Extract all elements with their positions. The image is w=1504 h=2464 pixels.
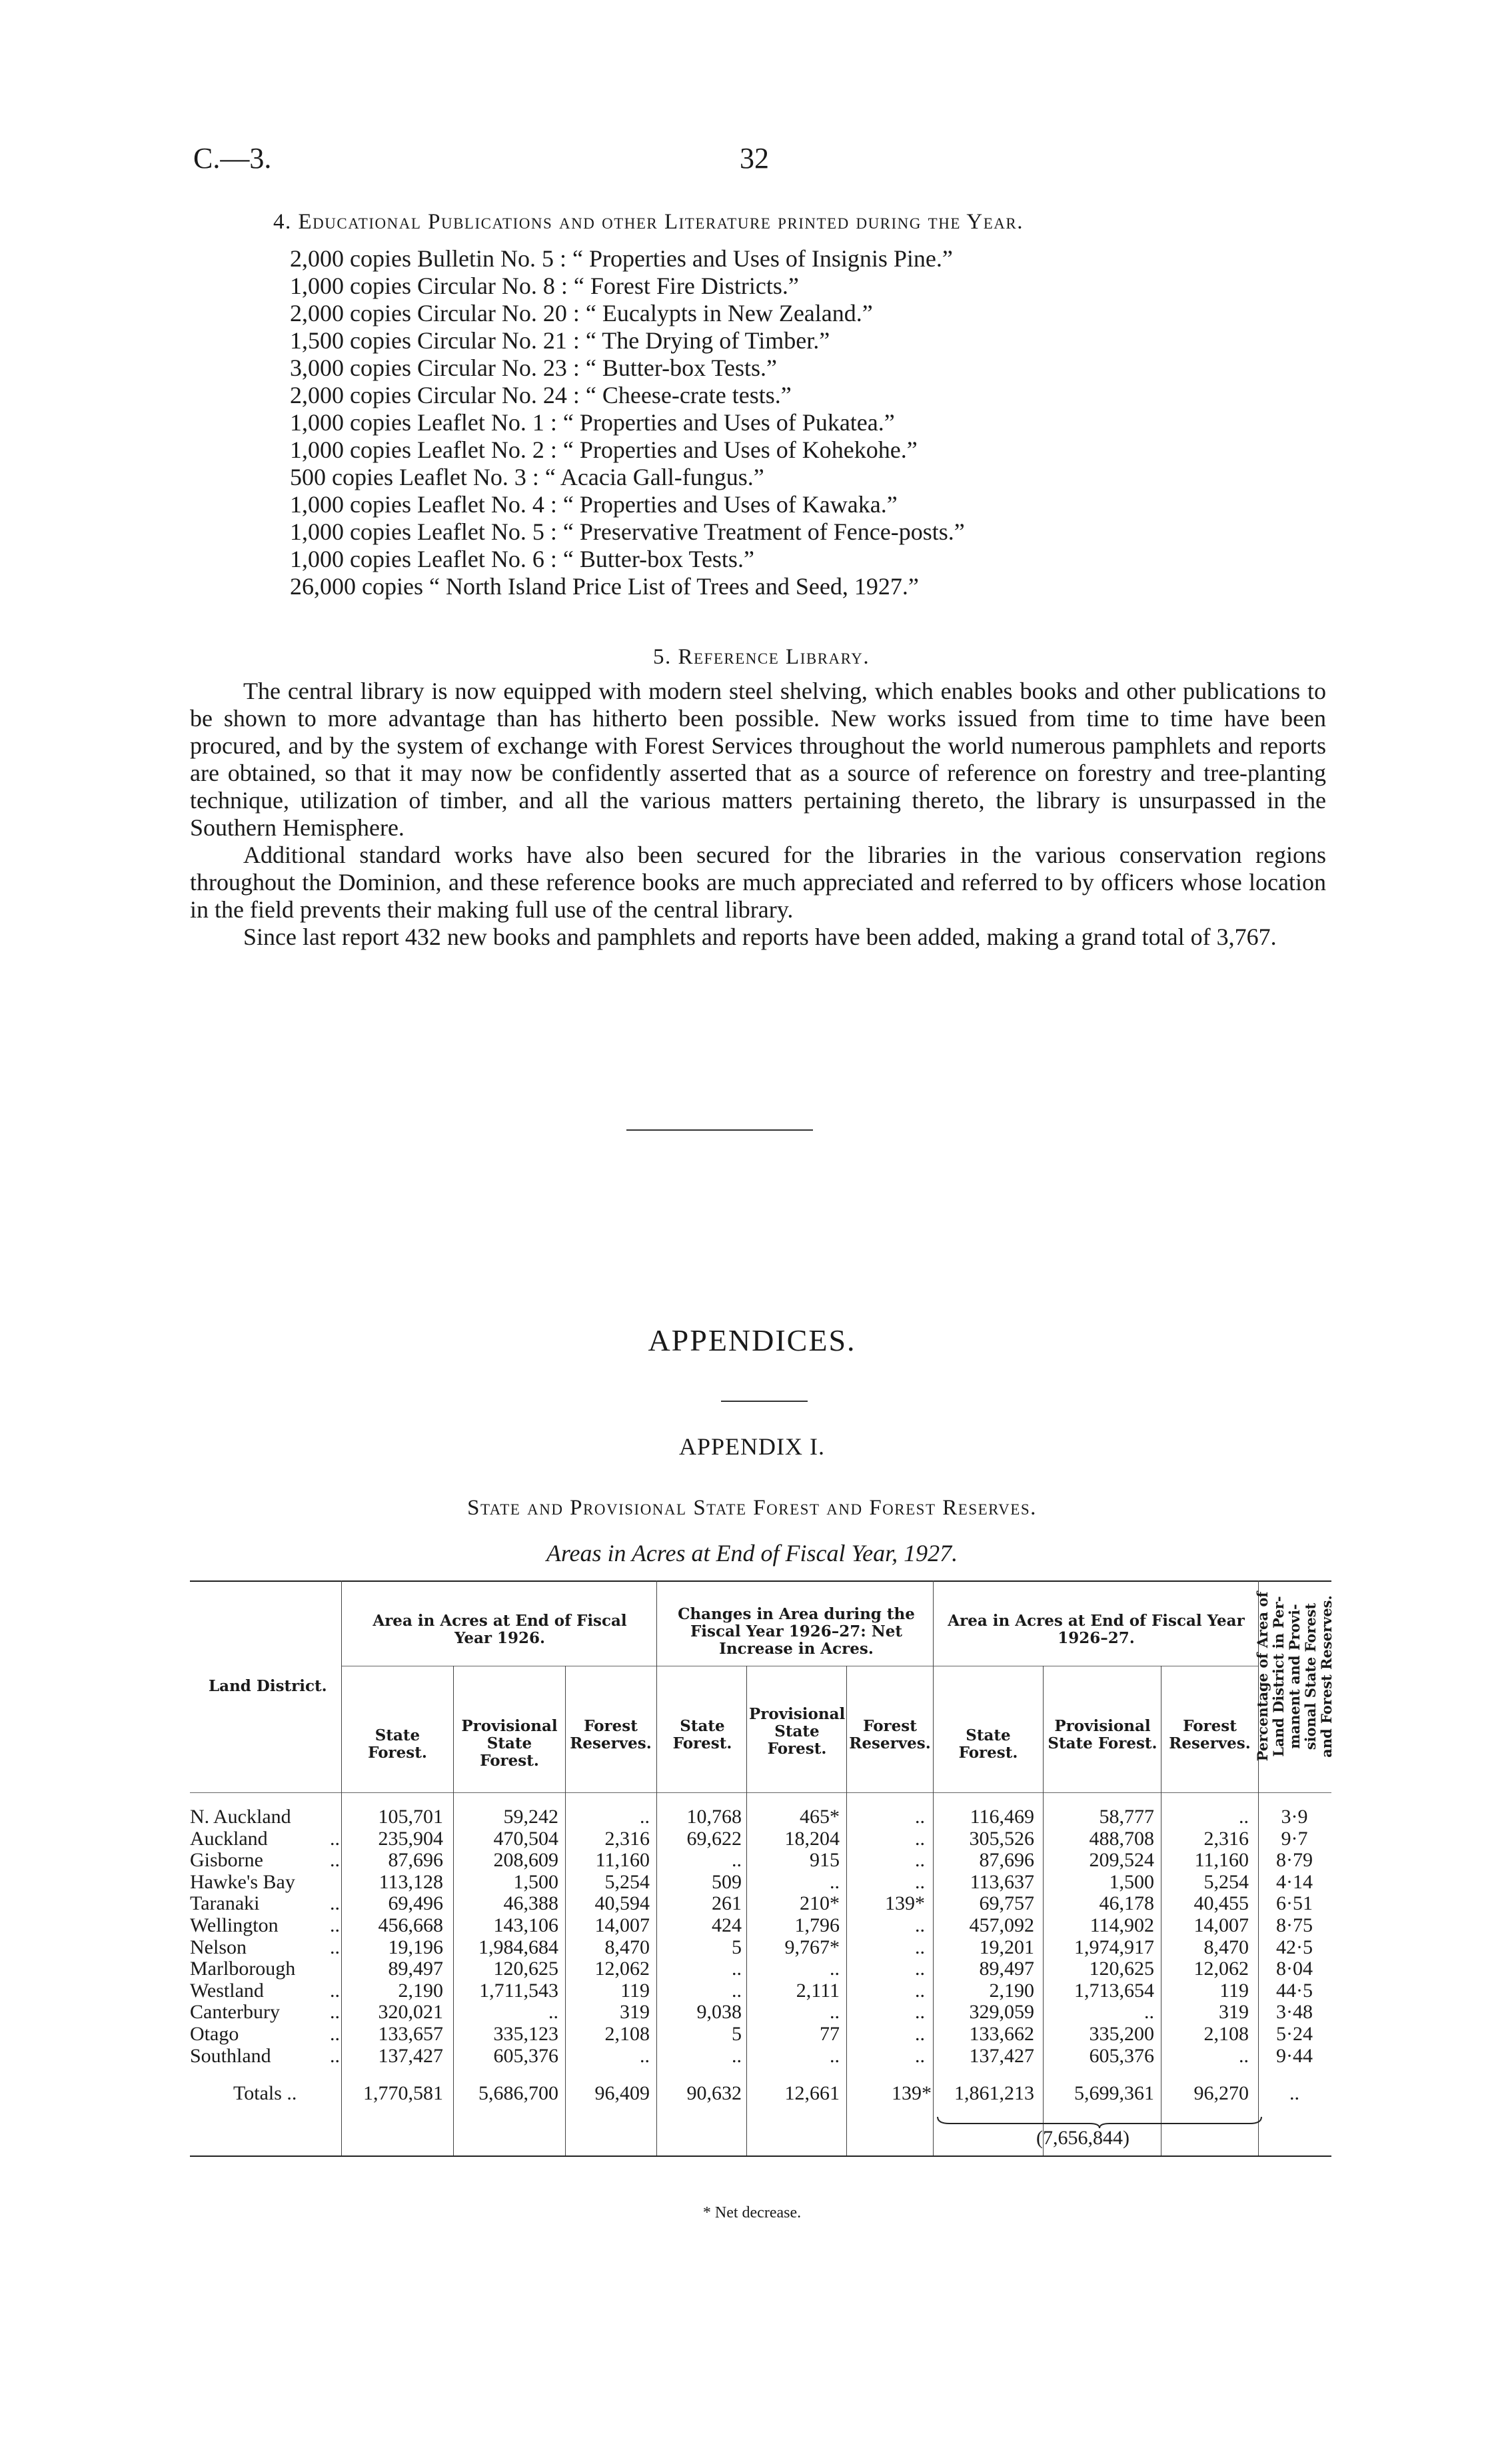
- header-provisional-1927: Provisional State Forest.: [1048, 1717, 1157, 1752]
- cell-c3: 12,062: [594, 1958, 650, 1980]
- cell-c10: 4·14: [1276, 1870, 1313, 1893]
- cell-c3: 40,594: [594, 1892, 650, 1915]
- totals-c2: 5,686,700: [478, 2082, 558, 2104]
- totals-c9: 96,270: [1193, 2082, 1249, 2104]
- cell-c4: 424: [712, 1914, 742, 1936]
- header-reserves-1927: Forest Reserves.: [1169, 1717, 1251, 1752]
- cell-c7: 137,427: [969, 2044, 1034, 2067]
- header-reserves-change: Forest Reserves.: [849, 1717, 931, 1752]
- cell-c5: 9,767*: [784, 1936, 840, 1958]
- header-provisional-1926: Provisional State Forest.: [461, 1717, 558, 1770]
- footnote: * Net decrease.: [702, 2204, 802, 2221]
- totals-row: [0, 2082, 1504, 2106]
- cell-c2: 335,123: [493, 2023, 558, 2045]
- table-row: [0, 1892, 1504, 1914]
- table-bottom-rule: [190, 2156, 1331, 2157]
- cell-c4: 261: [712, 1892, 742, 1915]
- page-series: C.—3.: [193, 142, 272, 175]
- table-title: State and Provisional State Forest and Forest Reserves.: [467, 1496, 1037, 1520]
- cell-c9: 40,455: [1193, 1892, 1249, 1915]
- cell-c2: 59,242: [503, 1806, 558, 1828]
- cell-c2: 1,500: [513, 1870, 558, 1893]
- cell-c8: 335,200: [1089, 2023, 1154, 2045]
- cell-c8: 114,902: [1090, 1914, 1154, 1936]
- cell-c10: 3·9: [1281, 1806, 1308, 1828]
- cell-c9: 12,062: [1193, 1958, 1249, 1980]
- cell-c6: ..: [915, 1914, 925, 1936]
- cell-c4: ..: [732, 2044, 742, 2067]
- district-name: Taranaki ..: [190, 1892, 340, 1915]
- cell-c1: 456,668: [378, 1914, 443, 1936]
- cell-c7: 69,757: [979, 1892, 1034, 1915]
- totals-c6: 139*: [892, 2082, 932, 2104]
- cell-c3: 14,007: [594, 1914, 650, 1936]
- totals-label: Totals ..: [233, 2082, 297, 2104]
- cell-c2: ..: [548, 2001, 558, 2024]
- cell-c9: ..: [1239, 2044, 1249, 2067]
- cell-c3: ..: [640, 2044, 650, 2067]
- cell-c9: ..: [1239, 1806, 1249, 1828]
- cell-c2: 1,711,543: [479, 1979, 558, 2002]
- table-row: [0, 1980, 1504, 2002]
- cell-c6: ..: [915, 2044, 925, 2067]
- totals-c5: 12,661: [784, 2082, 840, 2104]
- cell-c9: 319: [1219, 2001, 1249, 2024]
- list-item: 1,500 copies Circular No. 21 : “ The Drying of Timber.”: [290, 327, 830, 354]
- cell-c6: ..: [915, 1827, 925, 1850]
- table-row: [0, 2001, 1504, 2023]
- cell-c9: 2,316: [1203, 1827, 1249, 1850]
- cell-c4: 509: [712, 1870, 742, 1893]
- cell-c8: 1,713,654: [1074, 1979, 1154, 2002]
- cell-c3: 11,160: [595, 1849, 650, 1872]
- totals-c4: 90,632: [686, 2082, 742, 2104]
- cell-c5: 18,204: [784, 1827, 840, 1850]
- district-name: Auckland ..: [190, 1827, 340, 1850]
- cell-c4: 69,622: [686, 1827, 742, 1850]
- header-reserves-1926: Forest Reserves.: [570, 1717, 652, 1752]
- header-state-forest-1926: State Forest.: [368, 1726, 427, 1762]
- table-row: [0, 1871, 1504, 1893]
- table-row: [0, 1958, 1504, 1980]
- cell-c1: 69,496: [388, 1892, 443, 1915]
- totals-c8: 5,699,361: [1074, 2082, 1154, 2104]
- cell-c5: 210*: [800, 1892, 840, 1915]
- table-row: [0, 1936, 1504, 1958]
- cell-c7: 2,190: [989, 1979, 1034, 2002]
- cell-c9: 119: [1219, 1979, 1249, 2002]
- cell-c3: 2,108: [604, 2023, 650, 2045]
- cell-c5: 2,111: [796, 1979, 840, 2002]
- table-row: [0, 2045, 1504, 2067]
- cell-c4: 10,768: [686, 1806, 742, 1828]
- header-provisional-change: Provisional State Forest.: [749, 1705, 846, 1758]
- cell-c10: 8·04: [1276, 1958, 1313, 1980]
- cell-c8: 120,625: [1089, 1958, 1154, 1980]
- cell-c2: 46,388: [503, 1892, 558, 1915]
- cell-c3: 5,254: [604, 1870, 650, 1893]
- cell-c2: 470,504: [493, 1827, 558, 1850]
- cell-c3: 319: [620, 2001, 650, 2024]
- cell-c1: 137,427: [378, 2044, 443, 2067]
- cell-c9: 2,108: [1203, 2023, 1249, 2045]
- header-state-forest-1927: State Forest.: [958, 1726, 1018, 1762]
- cell-c2: 1,984,684: [478, 1936, 558, 1958]
- header-group-1926: Area in Acres at End of Fiscal Year 1926.: [373, 1612, 627, 1647]
- cell-c4: 5: [732, 1936, 742, 1958]
- divider: [721, 1401, 808, 1402]
- section5-title: 5. Reference Library.: [653, 645, 870, 669]
- totals-c1: 1,770,581: [363, 2082, 443, 2104]
- cell-c7: 89,497: [979, 1958, 1034, 1980]
- cell-c8: 58,777: [1099, 1806, 1154, 1828]
- list-item: 1,000 copies Leaflet No. 5 : “ Preservative Treatment of Fence-posts.”: [290, 518, 965, 545]
- table-row: [0, 2023, 1504, 2045]
- cell-c7: 305,526: [969, 1827, 1034, 1850]
- cell-c7: 87,696: [979, 1849, 1034, 1872]
- cell-c6: ..: [915, 1806, 925, 1828]
- cell-c6: ..: [915, 2023, 925, 2045]
- cell-c10: 8·79: [1276, 1849, 1313, 1872]
- cell-c6: ..: [915, 2001, 925, 2024]
- cell-c9: 11,160: [1194, 1849, 1249, 1872]
- cell-c6: ..: [915, 1849, 925, 1872]
- district-name: Nelson ..: [190, 1936, 340, 1958]
- district-name: Wellington ..: [190, 1914, 340, 1936]
- paragraph: Since last report 432 new books and pamphlets and reports have been added, making a grand total of 3,767.: [243, 924, 1277, 950]
- cell-c5: ..: [830, 1870, 840, 1893]
- cell-c8: 1,974,917: [1074, 1936, 1154, 1958]
- cell-c7: 113,637: [970, 1870, 1034, 1893]
- district-name: N. Auckland: [190, 1806, 291, 1828]
- cell-c3: 119: [620, 1979, 650, 2002]
- cell-c10: 44·5: [1276, 1979, 1313, 2002]
- district-name: Hawke's Bay: [190, 1870, 295, 1893]
- cell-c6: 139*: [885, 1892, 925, 1915]
- cell-c5: ..: [830, 2044, 840, 2067]
- cell-c10: 9·44: [1276, 2044, 1313, 2067]
- cell-c2: 208,609: [493, 1849, 558, 1872]
- cell-c1: 133,657: [378, 2023, 443, 2045]
- cell-c1: 87,696: [388, 1849, 443, 1872]
- cell-c8: 605,376: [1089, 2044, 1154, 2067]
- table-row: [0, 1806, 1504, 1828]
- district-name: Gisborne ..: [190, 1849, 340, 1872]
- list-item: 2,000 copies Circular No. 20 : “ Eucalypts in New Zealand.”: [290, 300, 873, 326]
- table-subtitle: Areas in Acres at End of Fiscal Year, 1927.: [546, 1540, 958, 1566]
- appendices-heading: APPENDICES.: [648, 1323, 856, 1357]
- cell-c9: 14,007: [1193, 1914, 1249, 1936]
- list-item: 1,000 copies Leaflet No. 2 : “ Properties and Uses of Kohekohe.”: [290, 436, 918, 463]
- combined-total: (7,656,844): [1036, 2127, 1129, 2149]
- cell-c3: ..: [640, 1806, 650, 1828]
- cell-c6: ..: [915, 1936, 925, 1958]
- cell-c5: 1,796: [794, 1914, 840, 1936]
- cell-c10: 8·75: [1276, 1914, 1313, 1936]
- cell-c2: 143,106: [493, 1914, 558, 1936]
- header-group-changes: Changes in Area during the Fiscal Year 1926–27: Net Increase in Acres.: [678, 1605, 915, 1658]
- section5-body: [190, 678, 1326, 951]
- header-group-1927: Area in Acres at End of Fiscal Year 1926–27.: [948, 1612, 1245, 1647]
- cell-c7: 329,059: [969, 2001, 1034, 2024]
- cell-c7: 457,092: [969, 1914, 1034, 1936]
- cell-c10: 6·51: [1276, 1892, 1313, 1915]
- list-item: 1,000 copies Leaflet No. 4 : “ Properties and Uses of Kawaka.”: [290, 491, 898, 518]
- cell-c3: 2,316: [604, 1827, 650, 1850]
- table-row: [0, 1849, 1504, 1871]
- cell-c6: ..: [915, 1958, 925, 1980]
- cell-c5: 465*: [800, 1806, 840, 1828]
- cell-c10: 9·7: [1281, 1827, 1308, 1850]
- list-item: 3,000 copies Circular No. 23 : “ Butter-box Tests.”: [290, 354, 777, 381]
- district-name: Otago ..: [190, 2023, 340, 2045]
- list-item: 2,000 copies Bulletin No. 5 : “ Properties and Uses of Insignis Pine.”: [290, 245, 953, 272]
- paragraph: Additional standard works have also been secured for the libraries in the various conservation regions throughout the Dominion, and these reference books are much appreciated and referred to by officers whose location in the field prevents their making full use of the central library.: [190, 842, 1326, 923]
- table-row: [0, 1914, 1504, 1936]
- cell-c1: 2,190: [398, 1979, 443, 2002]
- cell-c7: 133,662: [969, 2023, 1034, 2045]
- cell-c2: 605,376: [493, 2044, 558, 2067]
- list-item: 26,000 copies “ North Island Price List of Trees and Seed, 1927.”: [290, 573, 919, 600]
- list-item: 1,000 copies Leaflet No. 1 : “ Properties and Uses of Pukatea.”: [290, 409, 895, 436]
- cell-c2: 120,625: [493, 1958, 558, 1980]
- cell-c8: 46,178: [1099, 1892, 1154, 1915]
- cell-c10: 42·5: [1276, 1936, 1313, 1958]
- list-item: 1,000 copies Circular No. 8 : “ Forest Fire Districts.”: [290, 273, 799, 299]
- cell-c1: 235,904: [378, 1827, 443, 1850]
- list-item: 500 copies Leaflet No. 3 : “ Acacia Gall-fungus.”: [290, 464, 764, 490]
- district-name: Westland ..: [190, 1979, 340, 2002]
- cell-c8: 1,500: [1109, 1870, 1154, 1893]
- divider: [626, 1129, 813, 1131]
- cell-c5: 915: [810, 1849, 840, 1872]
- cell-c8: 488,708: [1089, 1827, 1154, 1850]
- cell-c4: 5: [732, 2023, 742, 2045]
- cell-c1: 19,196: [388, 1936, 443, 1958]
- district-name: Southland ..: [190, 2044, 340, 2067]
- page-number: 32: [740, 142, 769, 175]
- cell-c10: 3·48: [1276, 2001, 1313, 2024]
- cell-c4: ..: [732, 1958, 742, 1980]
- cell-c4: ..: [732, 1849, 742, 1872]
- list-item: 1,000 copies Leaflet No. 6 : “ Butter-box Tests.”: [290, 546, 754, 572]
- totals-c3: 96,409: [594, 2082, 650, 2104]
- cell-c5: 77: [820, 2023, 840, 2045]
- totals-c7: 1,861,213: [954, 2082, 1034, 2104]
- cell-c5: ..: [830, 2001, 840, 2024]
- cell-c5: ..: [830, 1958, 840, 1980]
- list-item: 2,000 copies Circular No. 24 : “ Cheese-crate tests.”: [290, 382, 792, 408]
- cell-c4: ..: [732, 1979, 742, 2002]
- paragraph: The central library is now equipped with modern steel shelving, which enables books and other publications to be shown to more advantage than has hitherto been possible. New works issued from time to time have been procured, and by the system of exchange with Forest Services throughout the world numerous pamphlets and reports are obtained, so that it may now be confidently asserted that as a source of reference on forestry and tree-planting technique, utilization of timber, and all the various matters pertaining thereto, the library is unsurpassed in the Southern Hemisphere.: [190, 678, 1326, 841]
- district-name: Marlborough: [190, 1958, 296, 1980]
- cell-c8: ..: [1144, 2001, 1154, 2024]
- cell-c1: 113,128: [378, 1870, 443, 1893]
- cell-c10: 5·24: [1276, 2023, 1313, 2045]
- section4-title: 4. Educational Publications and other Literature printed during the Year.: [273, 210, 1024, 234]
- header-percentage: Percentage of Area of Land District in Per- manent and Provi- sional State Forest and Forest Reserves.: [1254, 1591, 1335, 1762]
- cell-c1: 89,497: [388, 1958, 443, 1980]
- cell-c7: 19,201: [979, 1936, 1034, 1958]
- header-land-district: Land District.: [209, 1677, 327, 1695]
- cell-c7: 116,469: [970, 1806, 1034, 1828]
- cell-c1: 320,021: [378, 2001, 443, 2024]
- cell-c4: 9,038: [696, 2001, 742, 2024]
- cell-c9: 8,470: [1203, 1936, 1249, 1958]
- totals-c10: ..: [1289, 2082, 1299, 2104]
- table-row: [0, 1828, 1504, 1850]
- table-top-rule: [190, 1580, 1331, 1582]
- header-state-forest-change: State Forest.: [672, 1717, 732, 1752]
- cell-c3: 8,470: [604, 1936, 650, 1958]
- cell-c8: 209,524: [1089, 1849, 1154, 1872]
- district-name: Canterbury ..: [190, 2001, 340, 2024]
- appendix-label: APPENDIX I.: [678, 1433, 825, 1460]
- publication-list: [290, 245, 965, 600]
- cell-c6: ..: [915, 1870, 925, 1893]
- cell-c6: ..: [915, 1979, 925, 2002]
- cell-c9: 5,254: [1203, 1870, 1249, 1893]
- cell-c1: 105,701: [378, 1806, 443, 1828]
